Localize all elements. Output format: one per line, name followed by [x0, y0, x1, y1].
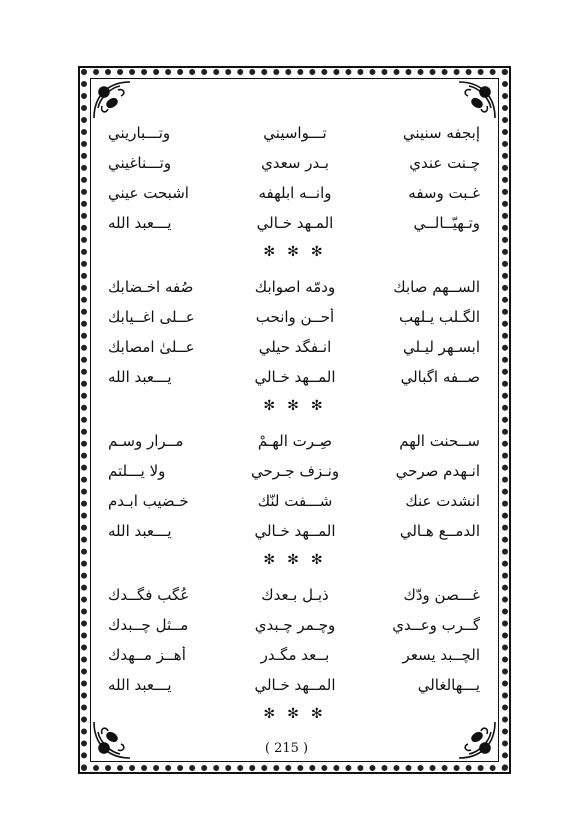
- star-ornament-icon: ✻: [287, 706, 301, 722]
- verse-segment: عــلى اغــيابك: [108, 308, 195, 326]
- verse-segment: وتـهيّــالــي: [413, 214, 480, 232]
- verse-segment: الچــبد يسعر: [402, 646, 480, 664]
- star-ornament-icon: ✻: [263, 552, 278, 568]
- star-ornament-icon: ✻: [287, 398, 301, 414]
- stanza-1: [108, 118, 480, 238]
- verse-segment: وچـمر چـبدي: [254, 616, 336, 634]
- verse-segment: أهــز مــهدك: [108, 646, 186, 664]
- verse-segment: انشدت عنك: [405, 492, 480, 510]
- verse-line: [108, 208, 480, 238]
- verse-segment: المــهد خـالي: [254, 676, 336, 694]
- verse-line: [108, 516, 480, 546]
- stanza-divider: [108, 392, 480, 420]
- verse-segment: وتـــناغيني: [108, 154, 172, 172]
- verse-segment: انـفگد حيلي: [258, 338, 332, 356]
- verse-segment: شـــفت لنّك: [257, 492, 333, 510]
- star-ornament-icon: ✻: [310, 244, 325, 260]
- verse-segment: بـدر سعدي: [261, 154, 329, 172]
- corner-ornament-icon: [90, 78, 134, 122]
- star-ornament-icon: ✻: [310, 706, 325, 722]
- corner-ornament-icon: [455, 78, 499, 122]
- verse-segment: چـنت عندي: [409, 154, 480, 172]
- verse-segment: صِـرت الهـمْ: [257, 432, 333, 450]
- star-ornament-icon: ✻: [310, 398, 325, 414]
- verse-segment: يـــعبد الله: [108, 522, 172, 540]
- verse-line: [108, 332, 480, 362]
- verse-segment: المــهد خـالي: [254, 522, 336, 540]
- verse-segment: غـبت وسفه: [408, 184, 480, 202]
- verse-segment: ابسـهر ليـلي: [402, 338, 480, 356]
- verse-line: [108, 456, 480, 486]
- star-ornament-icon: ✻: [287, 552, 301, 568]
- verse-line: [108, 302, 480, 332]
- verse-segment: انـهدم صرحي: [395, 462, 480, 480]
- stanza-divider: [108, 546, 480, 574]
- verse-segment: المـهد خـالي: [256, 214, 334, 232]
- star-ornament-icon: ✻: [263, 398, 278, 414]
- star-ornament-icon: ✻: [263, 244, 278, 260]
- verse-line: [108, 640, 480, 670]
- stanza-divider: [108, 700, 480, 728]
- verse-line: [108, 610, 480, 640]
- verse-segment: ذبـل بـعدك: [261, 586, 329, 604]
- star-ornament-icon: ✻: [263, 706, 278, 722]
- verse-segment: ودمّه اصوابك: [254, 278, 336, 296]
- verse-segment: ولا يـــلتم: [108, 462, 166, 480]
- verse-line: [108, 580, 480, 610]
- stanza-2: [108, 272, 480, 392]
- star-ornament-icon: ✻: [287, 244, 301, 260]
- verse-segment: صــفه اگبالي: [400, 368, 480, 386]
- page-number: ( 215 ): [264, 741, 309, 756]
- verse-segment: اشبحت عيني: [108, 184, 189, 202]
- stanza-divider: [108, 238, 480, 266]
- verse-segment: خـضيب ابـدم: [108, 492, 189, 510]
- verse-segment: يـــهالغالي: [417, 676, 480, 694]
- verse-line: [108, 272, 480, 302]
- poem-body: [108, 118, 480, 728]
- verse-segment: عُگب فگــدك: [108, 586, 190, 604]
- verse-segment: الدمــع هـالي: [399, 522, 480, 540]
- verse-segment: تـــواسيني: [263, 124, 327, 142]
- verse-line: [108, 118, 480, 148]
- verse-segment: يـــعبد الله: [108, 676, 172, 694]
- verse-segment: المــهد خـالي: [254, 368, 336, 386]
- verse-segment: غـــصن ودّك: [403, 586, 480, 604]
- verse-segment: وتـــباريني: [108, 124, 171, 142]
- verse-segment: يـــعبد الله: [108, 214, 172, 232]
- stanza-3: [108, 426, 480, 546]
- verse-segment: وانــه ابلهفه: [258, 184, 332, 202]
- verse-line: [108, 362, 480, 392]
- verse-segment: بــعد مگـدر: [260, 646, 330, 664]
- verse-line: [108, 178, 480, 208]
- verse-segment: گــرب وعــدي: [392, 616, 480, 634]
- stanza-4: [108, 580, 480, 700]
- star-ornament-icon: ✻: [310, 552, 325, 568]
- verse-line: [108, 670, 480, 700]
- verse-segment: صُفه اخـضابك: [108, 278, 194, 296]
- verse-segment: الســهم صابك: [393, 278, 480, 296]
- verse-segment: مــرار وسـم: [108, 432, 184, 450]
- verse-segment: ونـزف جـرحي: [250, 462, 340, 480]
- verse-segment: ســحنت الهم: [399, 432, 480, 450]
- verse-line: [108, 486, 480, 516]
- verse-segment: إبجفه سنيني: [402, 124, 480, 142]
- verse-line: [108, 426, 480, 456]
- verse-segment: يـــعبد الله: [108, 368, 172, 386]
- verse-segment: مــثل چــبدك: [108, 616, 189, 634]
- verse-line: [108, 148, 480, 178]
- verse-segment: عــلىٰ امصابك: [108, 338, 195, 356]
- verse-segment: الگـلب يـلهب: [398, 308, 480, 326]
- verse-segment: أحــن وانحب: [255, 308, 335, 326]
